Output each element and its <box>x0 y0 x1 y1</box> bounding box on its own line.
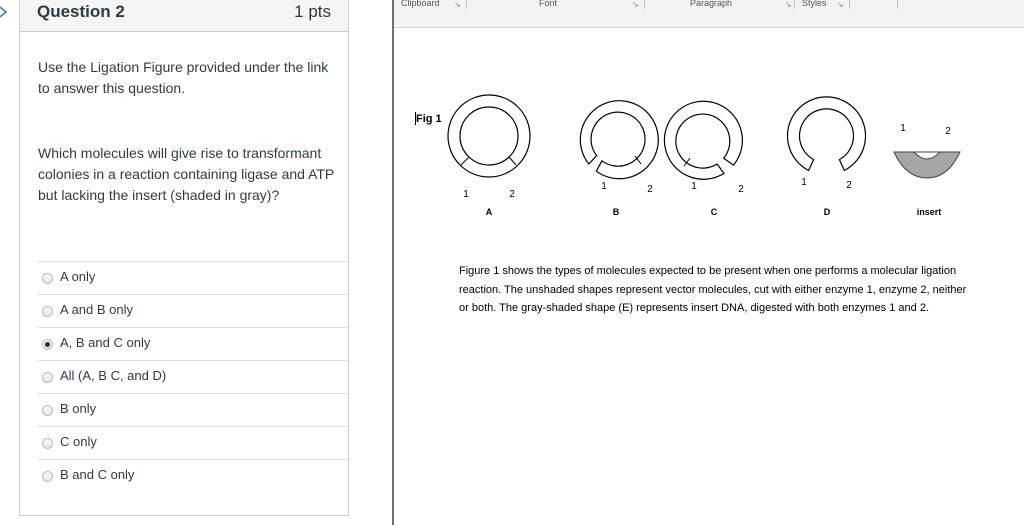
radio-button[interactable] <box>42 471 53 482</box>
dialog-launcher-icon[interactable]: ↘ <box>785 0 792 9</box>
molecule-letter: D <box>823 207 831 217</box>
molecule-b <box>580 101 658 217</box>
answer-label[interactable]: A, B and C only <box>60 335 151 350</box>
site-1-label: 1 <box>691 181 697 192</box>
ligation-figure <box>394 80 994 230</box>
ribbon-separator <box>897 0 898 9</box>
answer-option[interactable] <box>38 360 349 393</box>
answer-list <box>38 261 349 492</box>
answer-label[interactable]: A only <box>60 269 96 284</box>
ribbon-separator <box>644 0 645 9</box>
ribbon-group-clipboard[interactable]: Clipboard <box>401 0 440 8</box>
answer-option-selected[interactable] <box>38 327 349 360</box>
dialog-launcher-icon[interactable]: ↘ <box>632 0 639 9</box>
molecule-letter: A <box>485 207 493 217</box>
site-2-label: 2 <box>846 180 852 191</box>
cut-site-mark <box>461 157 469 165</box>
dialog-launcher-icon[interactable]: ↘ <box>837 0 844 9</box>
question-points: 1 pts <box>294 2 331 21</box>
collapse-arrow-icon[interactable] <box>0 2 10 22</box>
insert-label: insert <box>916 207 942 217</box>
molecule-letter: B <box>612 207 620 217</box>
molecule-d <box>788 97 866 217</box>
cut-site-mark <box>509 157 516 165</box>
molecule-c <box>664 101 744 217</box>
answer-option[interactable] <box>38 459 349 492</box>
answer-label[interactable]: C only <box>60 434 97 449</box>
ribbon-group-styles[interactable]: Styles <box>802 0 827 8</box>
vector-arc <box>580 101 658 179</box>
insert-fragment <box>894 123 960 217</box>
question-header <box>20 0 348 32</box>
figure-caption: Figure 1 shows the types of molecules expected to be present when one performs a molecular ligation reaction. The unshaded shapes represent vector molecules, cut with either enzyme 1, enzyme 2, neither or both. The gray-shaded shape (E) represents insert DNA, digested with both enzymes 1 and 2. <box>459 265 967 314</box>
ribbon-separator <box>794 0 795 9</box>
site-2-label: 2 <box>647 184 653 195</box>
radio-button[interactable] <box>42 405 53 416</box>
question-panel <box>19 0 349 516</box>
question-prompt: Which molecules will give rise to transformant colonies in a reaction containing ligase and ATP but lacking the insert (shaded in gray)? <box>38 145 335 203</box>
answer-label[interactable]: B and C only <box>60 467 135 482</box>
molecule-letter: C <box>710 207 718 217</box>
ribbon-group-paragraph[interactable]: Paragraph <box>690 0 733 8</box>
radio-button-checked[interactable] <box>42 339 53 350</box>
radio-button[interactable] <box>42 306 53 317</box>
site-2-label: 2 <box>509 189 515 200</box>
figure-label: Fig 1 <box>416 113 442 125</box>
answer-option[interactable] <box>38 294 349 327</box>
answer-label[interactable]: B only <box>60 401 97 416</box>
site-2-label: 2 <box>738 184 744 195</box>
insert-shape <box>894 152 960 178</box>
vector-ring <box>460 107 518 165</box>
question-title: Question 2 <box>37 2 125 21</box>
radio-button[interactable] <box>42 438 53 449</box>
site-1-label: 1 <box>463 189 469 200</box>
site-1-label: 1 <box>900 123 906 134</box>
question-prompt-intro: Use the Ligation Figure provided under the link to answer this question. <box>38 59 329 96</box>
site-1-label: 1 <box>801 177 807 188</box>
dialog-launcher-icon[interactable]: ↘ <box>454 0 461 9</box>
radio-button[interactable] <box>42 372 53 383</box>
ribbon-separator <box>466 0 467 9</box>
answer-label[interactable]: A and B only <box>60 302 133 317</box>
answer-option[interactable] <box>38 426 349 459</box>
ribbon-bar <box>394 0 1024 28</box>
site-2-label: 2 <box>945 126 951 137</box>
answer-option[interactable] <box>38 261 349 294</box>
molecule-a <box>448 95 530 217</box>
vector-arc <box>664 101 742 179</box>
site-1-label: 1 <box>601 181 607 192</box>
answer-label[interactable]: All (A, B C, and D) <box>60 368 167 383</box>
ribbon-separator <box>849 0 850 9</box>
ribbon-group-font[interactable]: Font <box>539 0 558 8</box>
vector-arc <box>788 97 866 171</box>
document-divider <box>392 0 394 525</box>
answer-option[interactable] <box>38 393 349 426</box>
radio-button[interactable] <box>42 273 53 284</box>
